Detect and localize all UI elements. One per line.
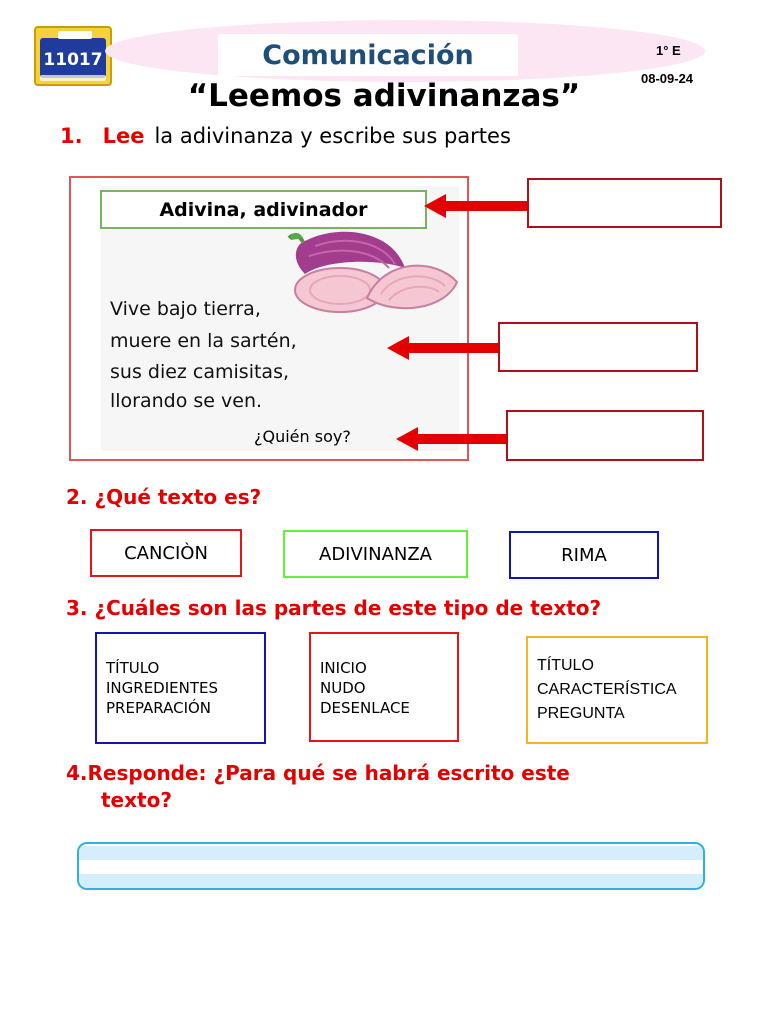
question-1-text: la adivinanza y escribe sus partes <box>154 124 511 148</box>
onion-icon <box>285 228 460 318</box>
part-label: PREPARACIÓN <box>106 699 212 717</box>
question-2-heading: 2. ¿Qué texto es? <box>66 485 262 509</box>
riddle-title: Adivina, adivinador <box>100 190 427 229</box>
arrow-left-icon <box>396 427 508 451</box>
part-label: NUDO <box>320 679 366 697</box>
riddle-question: ¿Quién soy? <box>254 427 351 446</box>
characteristics-answer-box[interactable] <box>498 322 698 372</box>
option-parts-recipe[interactable] <box>95 632 266 744</box>
option-parts-story[interactable] <box>309 632 459 742</box>
question-1-verb: Lee <box>102 124 145 148</box>
question-4-line-1: 4.Responde: ¿Para qué se habrá escrito este <box>66 761 570 785</box>
school-number: 11017 <box>43 50 103 70</box>
question-1-number: 1. <box>60 124 83 148</box>
option-rima[interactable]: RIMA <box>509 531 659 579</box>
question-1 <box>60 124 511 148</box>
answer-writing-field[interactable] <box>77 842 705 890</box>
part-label: PREGUNTA <box>537 705 625 722</box>
riddle-verse: llorando se ven. <box>110 390 263 412</box>
option-cancion[interactable]: CANCIÒN <box>90 529 242 577</box>
subject-title: Comunicación <box>262 39 474 71</box>
riddle-verse: Vive bajo tierra, <box>110 298 261 320</box>
page-title: “Leemos adivinanzas” <box>187 78 581 114</box>
riddle-verse: sus diez camisitas, <box>110 361 290 383</box>
part-label: DESENLACE <box>320 699 410 717</box>
part-label: INICIO <box>320 659 367 677</box>
question-4-heading <box>66 760 570 814</box>
option-parts-riddle[interactable] <box>526 636 708 744</box>
part-label: TÍTULO <box>537 657 594 674</box>
part-label: INGREDIENTES <box>106 679 219 697</box>
date-label: 08-09-24 <box>641 71 694 86</box>
answer-line-stripe <box>79 874 703 888</box>
grade-label: 1° E <box>656 43 681 58</box>
question-3-heading: 3. ¿Cuáles son las partes de este tipo de texto? <box>66 596 602 620</box>
question-4-line-2: texto? <box>101 788 172 812</box>
arrow-left-icon <box>424 194 530 218</box>
arrow-left-icon <box>387 336 500 360</box>
badge-ribbon <box>58 31 92 39</box>
school-badge <box>34 26 112 86</box>
riddle-verse: muere en la sartén, <box>110 330 297 352</box>
part-label: TÍTULO <box>106 659 160 677</box>
part-label: CARACTERÍSTICA <box>537 681 677 698</box>
subject-box <box>218 34 518 76</box>
question-answer-box[interactable] <box>506 410 704 461</box>
title-answer-box[interactable] <box>527 178 722 228</box>
answer-line-stripe <box>79 846 703 860</box>
option-adivinanza[interactable]: ADIVINANZA <box>283 530 468 578</box>
